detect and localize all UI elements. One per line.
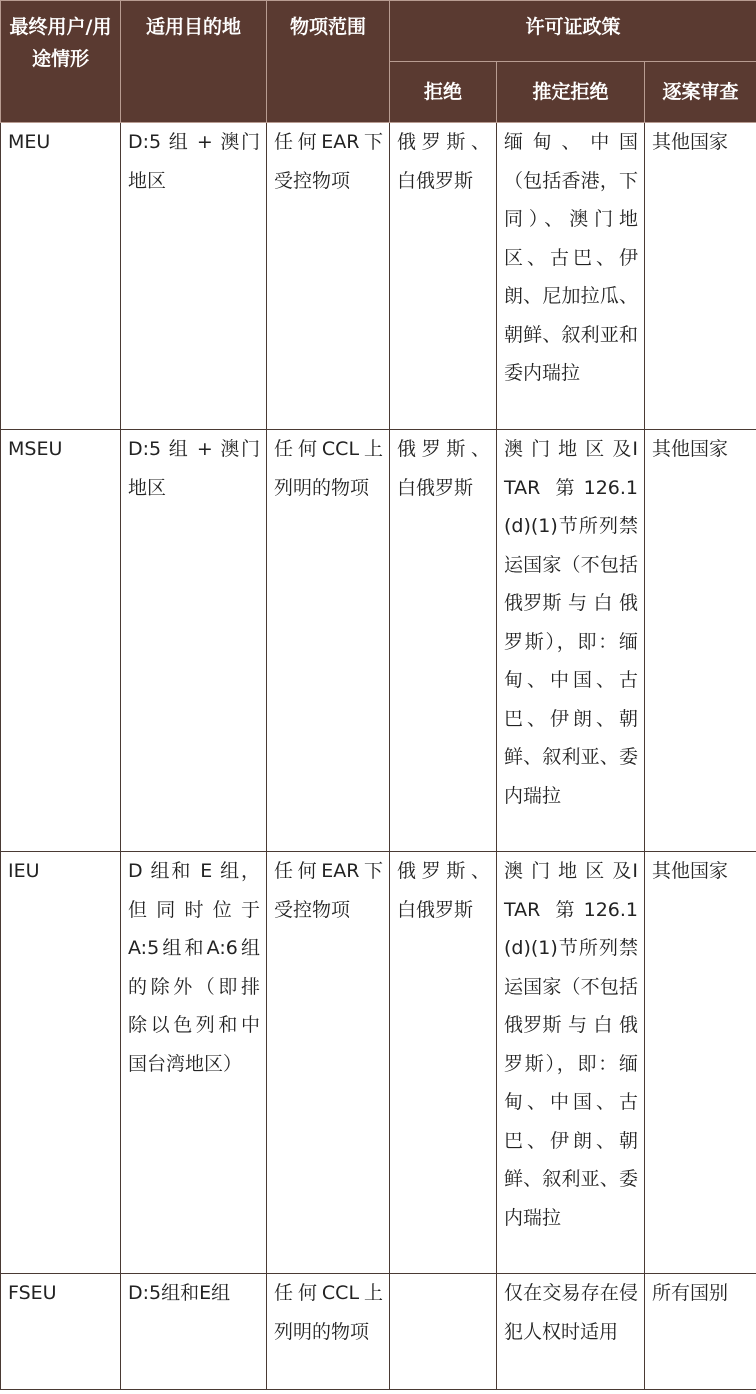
table-body xyxy=(1,123,756,1390)
cell-presumed-deny: 澳 门 地 区 及ITAR 第126.1(d)(1)节所列禁运国家（不包括俄罗斯 与 白 俄 罗斯），即：缅甸、中国、古巴、伊朗、朝鲜、叙利亚、委内瑞拉 xyxy=(497,852,645,1274)
table-row xyxy=(1,123,756,430)
cell-deny xyxy=(390,1274,497,1390)
header-scope: 物项范围 xyxy=(267,1,390,123)
cell-scope: 任何CCL上列明的物项 xyxy=(267,1274,390,1390)
cell-deny: 俄罗斯、白俄罗斯 xyxy=(390,123,497,430)
cell-deny: 俄罗斯、白俄罗斯 xyxy=(390,430,497,852)
cell-presumed-deny: 仅在交易存在侵犯人权时适用 xyxy=(497,1274,645,1390)
cell-destination: D:5组和E组 xyxy=(121,1274,267,1390)
header-case-review: 逐案审查 xyxy=(645,62,756,123)
cell-end-user: MEU xyxy=(1,123,121,430)
cell-destination: D 组和 E 组，但 同 时 位 于A:5组和A:6组的除外（即排除以色列和中国台湾地区） xyxy=(121,852,267,1274)
header-presumed-deny: 推定拒绝 xyxy=(497,62,645,123)
table-header xyxy=(1,1,756,123)
cell-scope: 任何CCL上列明的物项 xyxy=(267,430,390,852)
cell-end-user: FSEU xyxy=(1,1274,121,1390)
table-row xyxy=(1,1274,756,1390)
cell-destination: D:5 组 + 澳门地区 xyxy=(121,430,267,852)
table-row xyxy=(1,430,756,852)
cell-end-user: IEU xyxy=(1,852,121,1274)
cell-deny: 俄罗斯、白俄罗斯 xyxy=(390,852,497,1274)
table-row xyxy=(1,852,756,1274)
cell-scope: 任何EAR下受控物项 xyxy=(267,852,390,1274)
cell-presumed-deny: 澳 门 地 区 及ITAR 第126.1(d)(1)节所列禁运国家（不包括俄罗斯 与 白 俄 罗斯），即：缅甸、中国、古巴、伊朗、朝鲜、叙利亚、委内瑞拉 xyxy=(497,430,645,852)
header-end-user: 最终用户/用途情形 xyxy=(1,1,121,123)
cell-destination: D:5 组 + 澳门地区 xyxy=(121,123,267,430)
cell-end-user: MSEU xyxy=(1,430,121,852)
cell-case-review: 所有国别 xyxy=(645,1274,756,1390)
cell-case-review: 其他国家 xyxy=(645,852,756,1274)
cell-case-review: 其他国家 xyxy=(645,430,756,852)
header-license-policy: 许可证政策 xyxy=(390,1,756,62)
cell-case-review: 其他国家 xyxy=(645,123,756,430)
cell-scope: 任何EAR下受控物项 xyxy=(267,123,390,430)
header-destination: 适用目的地 xyxy=(121,1,267,123)
cell-presumed-deny: 缅 甸 、 中 国（包括香港，下同）、澳门地区、古巴、伊朗、尼加拉瓜、朝鲜、叙利亚和委内瑞拉 xyxy=(497,123,645,430)
header-deny: 拒绝 xyxy=(390,62,497,123)
